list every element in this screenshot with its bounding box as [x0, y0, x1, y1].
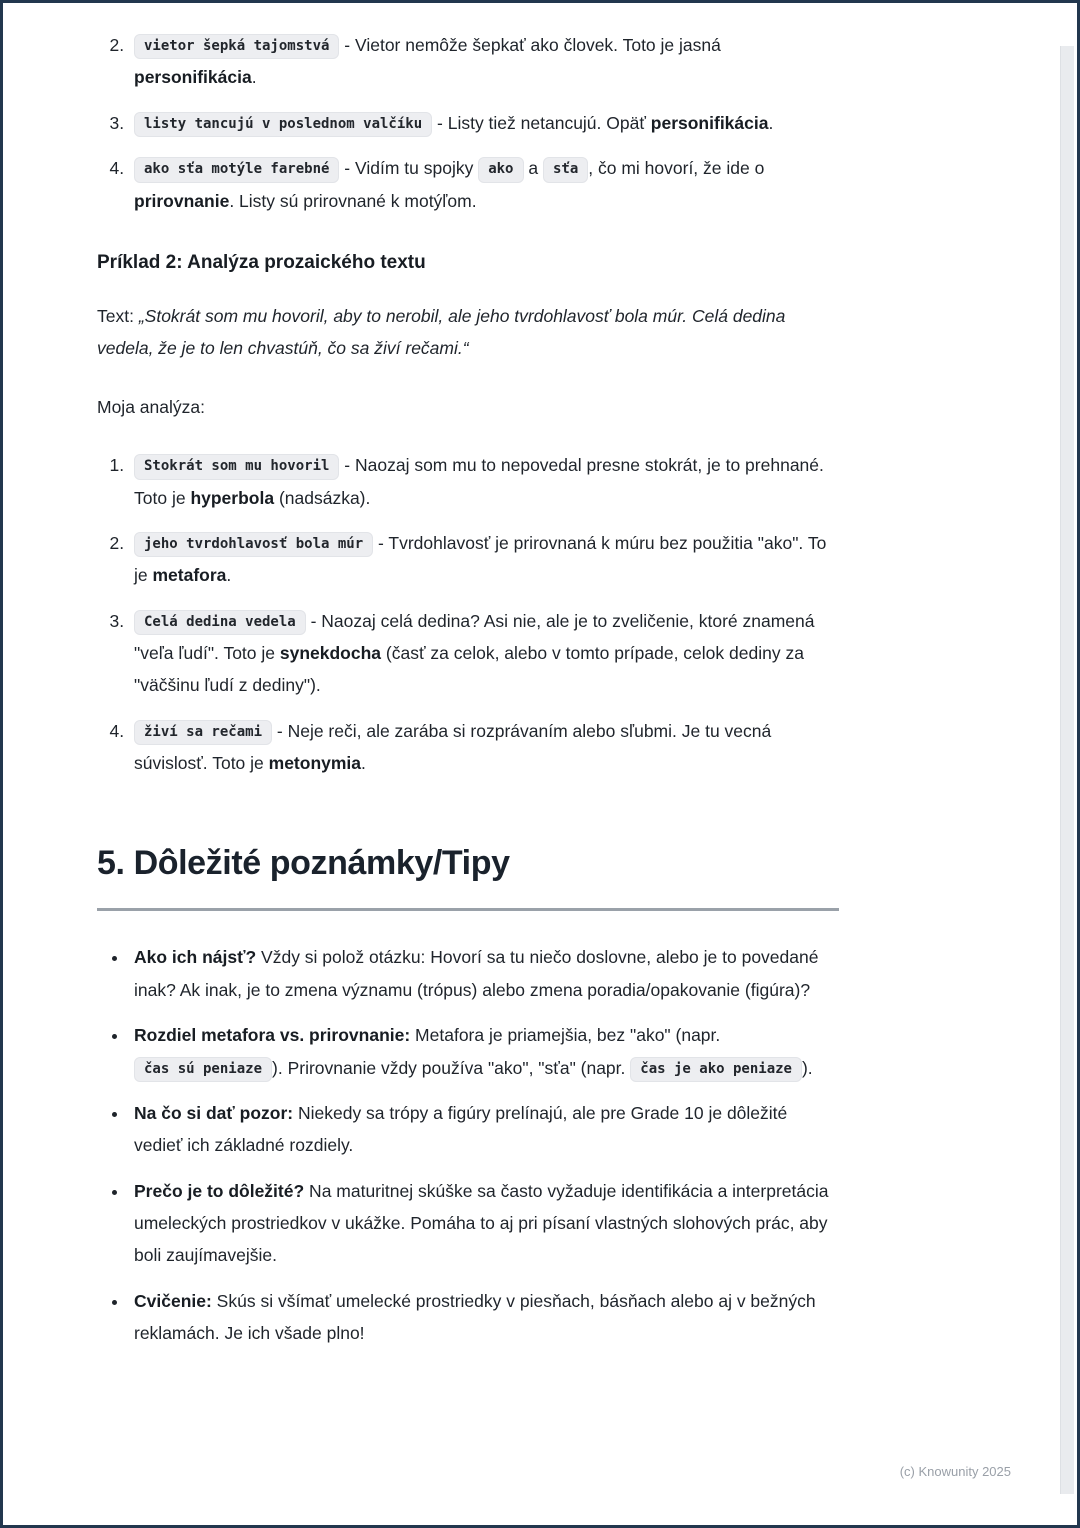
text-run: - Vietor nemôže šepkať ako človek. Toto je jasná [339, 35, 721, 55]
list-item [129, 449, 839, 514]
bold-text: prirovnanie [134, 190, 230, 211]
bold-text: Cvičenie: [134, 1290, 212, 1311]
scrollbar-thumb[interactable] [1060, 46, 1074, 1494]
text-run: ). [801, 1057, 813, 1078]
text-run: . [226, 565, 232, 586]
bold-text: Ako ich nájsť? [134, 947, 257, 968]
inline-code-chip: ako [478, 157, 523, 182]
list-item [129, 152, 839, 217]
text-run: - Listy tiež netancujú. Opäť [432, 112, 651, 133]
bold-text: personifikácia [650, 112, 769, 133]
text-run: a [523, 158, 543, 179]
text-run: Text: [97, 306, 139, 327]
list-item [129, 29, 839, 94]
inline-code-chip: vietor šepká tajomstvá [134, 34, 339, 59]
inline-code-chip: listy tancujú v poslednom valčíku [134, 112, 432, 137]
text-run: . [361, 753, 366, 774]
paragraph [97, 300, 839, 365]
text-run: . Listy sú prirovnané k motýľom. [229, 190, 477, 211]
list-item [129, 107, 839, 139]
ordered-list [97, 29, 839, 217]
bold-text: metafora [152, 565, 227, 586]
inline-code-chip: Stokrát som mu hovoril [134, 454, 339, 479]
list-item [129, 1097, 839, 1162]
text-run: Niekedy sa trópy a figúry prelínajú, ale pre Grade 10 je dôležité vedieť ich základné rozdiely. [134, 1102, 788, 1156]
list-item [129, 605, 839, 702]
inline-code-chip: jeho tvrdohlavosť bola múr [134, 532, 373, 557]
text-run: ). Prirovnanie vždy používa "ako", "sťa" (napr. [272, 1057, 631, 1078]
text-run: Moja analýza: [97, 396, 205, 417]
text-run: Na maturitnej skúške sa často vyžaduje identifikácia a interpretácia umeleckých prostriedkov v ukážke. Pomáha to aj pri písaní vlastných slohových prác, aby boli zaujímavejšie. [134, 1180, 829, 1266]
text-run: - Naozaj celá dedina? Asi nie, ale je to zveličenie, ktoré znamená "veľa ľudí". Toto je [134, 610, 815, 664]
inline-code-chip: ako sťa motýle farebné [134, 157, 339, 182]
list-item [129, 941, 839, 1006]
bold-text: hyperbola [190, 487, 275, 508]
paragraph [97, 391, 839, 423]
text-run: (nadsázka). [274, 487, 371, 508]
bullet-list [97, 941, 839, 1349]
ordered-list [97, 449, 839, 779]
bold-text: personifikácia [134, 67, 252, 88]
text-run: (časť za celok, alebo v tomto prípade, celok dediny za "väčšinu ľudí z dediny"). [134, 643, 804, 696]
subsection-heading: Príklad 2: Analýza prozaického textu [97, 251, 426, 273]
section-heading: 5. Dôležité poznámky/Tipy [97, 843, 510, 882]
text-run: Skús si všímať umelecké prostriedky v piesňach, básňach alebo aj v bežných reklamách. Je ich všade plno! [134, 1290, 816, 1344]
list-item [129, 527, 839, 592]
list-item [129, 1175, 839, 1272]
text-run: . [768, 112, 774, 133]
list-item [129, 1019, 839, 1084]
document-content [97, 29, 839, 1459]
bold-text: Rozdiel metafora vs. prirovnanie: [134, 1025, 411, 1046]
text-run: . [251, 67, 257, 88]
text-run: - Neje reči, ale zarába si rozprávaním alebo sľubmi. Je tu vecná súvislosť. Toto je [134, 720, 772, 774]
bold-text: Na čo si dať pozor: [134, 1102, 294, 1123]
inline-code-chip: živí sa rečami [134, 720, 272, 745]
text-run: - Tvrdohlavosť je prirovnaná k múru bez použitia "ako". To je [134, 532, 827, 586]
text-run: , čo mi hovorí, že ide o [588, 158, 765, 179]
italic-quote: „Stokrát som mu hovoril, aby to nerobil, ale jeho tvrdohlavosť bola múr. Celá dedina vedela, že je to len chvastúň, čo sa živí rečami.“ [97, 306, 786, 359]
inline-code-chip: Celá dedina vedela [134, 610, 306, 635]
bold-text: synekdocha [279, 643, 382, 664]
bold-text: metonymia [268, 753, 362, 774]
bold-text: Prečo je to dôležité? [134, 1180, 305, 1201]
text-run: Vždy si polož otázku: Hovorí sa tu niečo doslovne, alebo je to povedané inak? Ak inak, je to zmena významu (trópus) alebo zmena poradia/opakovanie (figúra)? [134, 947, 819, 1000]
list-item [129, 715, 839, 780]
heading-divider [97, 908, 839, 911]
text-run: - Naozaj som mu to nepovedal presne stokrát, je to prehnané. Toto je [134, 455, 824, 508]
text-run: - Vidím tu spojky [339, 158, 479, 179]
list-item [129, 1285, 839, 1350]
inline-code-chip: sťa [543, 157, 588, 182]
scrollbar-track[interactable] [1060, 6, 1074, 1528]
footer-copyright: (c) Knowunity 2025 [899, 1464, 1011, 1479]
text-run: Metafora je priamejšia, bez "ako" (napr. [410, 1025, 721, 1046]
inline-code-chip: čas je ako peniaze [630, 1057, 802, 1082]
inline-code-chip: čas sú peniaze [134, 1057, 272, 1082]
